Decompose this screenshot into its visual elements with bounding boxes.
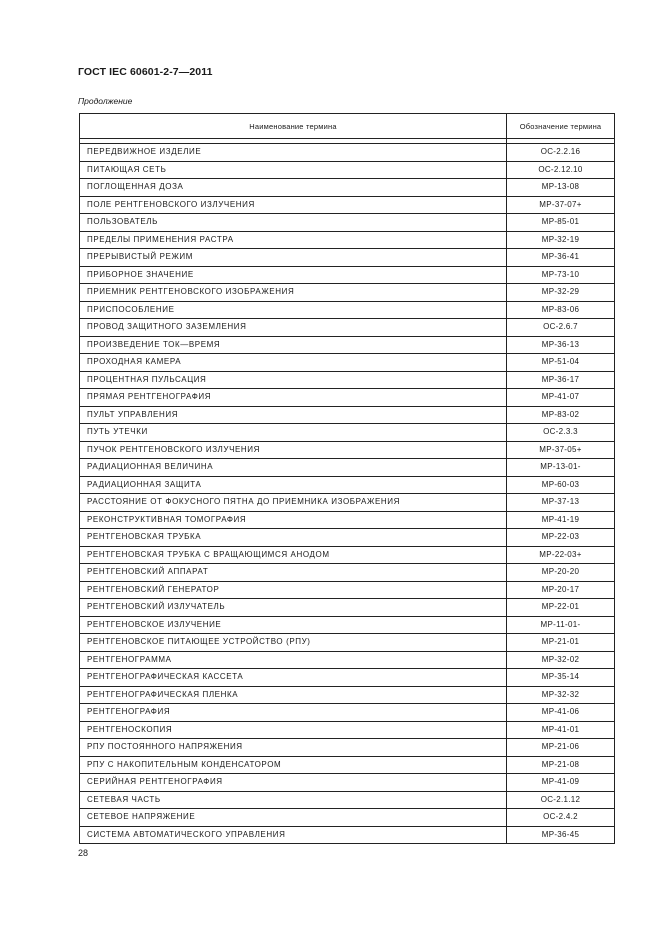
term-code-cell: МР-85-01: [507, 214, 615, 232]
table-row: [80, 721, 615, 739]
term-name-cell: СЕРИЙНАЯ РЕНТГЕНОГРАФИЯ: [80, 774, 507, 792]
term-code-cell: МР-83-06: [507, 301, 615, 319]
term-name-cell: ПУТЬ УТЕЧКИ: [80, 424, 507, 442]
term-name-cell: ПИТАЮЩАЯ СЕТЬ: [80, 161, 507, 179]
term-name-cell: РЕНТГЕНОВСКИЙ ГЕНЕРАТОР: [80, 581, 507, 599]
term-code-cell: МР-41-19: [507, 511, 615, 529]
term-name-cell: РЕНТГЕНОВСКАЯ ТРУБКА С ВРАЩАЮЩИМСЯ АНОДОМ: [80, 546, 507, 564]
table-row: [80, 511, 615, 529]
term-code-cell: МР-13-01-: [507, 459, 615, 477]
term-code-cell: МР-20-17: [507, 581, 615, 599]
term-code-cell: ОС-2.12.10: [507, 161, 615, 179]
table-row: [80, 406, 615, 424]
term-name-cell: РАДИАЦИОННАЯ ВЕЛИЧИНА: [80, 459, 507, 477]
table-row: [80, 704, 615, 722]
table-row: [80, 686, 615, 704]
term-code-cell: МР-11-01-: [507, 616, 615, 634]
table-row: [80, 669, 615, 687]
term-code-cell: МР-36-13: [507, 336, 615, 354]
term-code-cell: МР-37-05+: [507, 441, 615, 459]
term-name-cell: ПРОВОД ЗАЩИТНОГО ЗАЗЕМЛЕНИЯ: [80, 319, 507, 337]
term-name-cell: ПРЯМАЯ РЕНТГЕНОГРАФИЯ: [80, 389, 507, 407]
table-row: [80, 266, 615, 284]
term-name-cell: РЕНТГЕНОГРАФИЯ: [80, 704, 507, 722]
term-code-cell: МР-32-29: [507, 284, 615, 302]
term-code-cell: ОС-2.1.12: [507, 791, 615, 809]
term-code-cell: ОС-2.6.7: [507, 319, 615, 337]
term-name-cell: РПУ С НАКОПИТЕЛЬНЫМ КОНДЕНСАТОРОМ: [80, 756, 507, 774]
table-row: [80, 634, 615, 652]
table-row: [80, 354, 615, 372]
term-code-cell: МР-36-41: [507, 249, 615, 267]
table-row: [80, 739, 615, 757]
table-row: [80, 459, 615, 477]
term-code-cell: ОС-2.4.2: [507, 809, 615, 827]
term-name-cell: ПРЕДЕЛЫ ПРИМЕНЕНИЯ РАСТРА: [80, 231, 507, 249]
table-row: [80, 389, 615, 407]
table-row: [80, 319, 615, 337]
table-row: [80, 476, 615, 494]
table-row: [80, 756, 615, 774]
table-row: [80, 231, 615, 249]
term-code-cell: МР-41-06: [507, 704, 615, 722]
term-name-cell: РЕНТГЕНОВСКОЕ ПИТАЮЩЕЕ УСТРОЙСТВО (РПУ): [80, 634, 507, 652]
table-row: [80, 564, 615, 582]
term-name-cell: РЕНТГЕНОВСКОЕ ИЗЛУЧЕНИЕ: [80, 616, 507, 634]
term-name-cell: РЕНТГЕНОВСКАЯ ТРУБКА: [80, 529, 507, 547]
term-code-cell: МР-73-10: [507, 266, 615, 284]
document-header: ГОСТ IEC 60601-2-7—2011: [78, 66, 213, 78]
term-code-cell: МР-22-03: [507, 529, 615, 547]
term-code-cell: МР-13-08: [507, 179, 615, 197]
term-code-cell: МР-41-01: [507, 721, 615, 739]
term-code-cell: МР-60-03: [507, 476, 615, 494]
table-row: [80, 336, 615, 354]
term-name-cell: ПРОИЗВЕДЕНИЕ ТОК—ВРЕМЯ: [80, 336, 507, 354]
term-code-cell: МР-41-09: [507, 774, 615, 792]
table-row: [80, 249, 615, 267]
table-row: [80, 196, 615, 214]
term-name-cell: ПРИБОРНОЕ ЗНАЧЕНИЕ: [80, 266, 507, 284]
table-row: [80, 161, 615, 179]
term-code-cell: МР-32-32: [507, 686, 615, 704]
table-row: [80, 599, 615, 617]
term-code-cell: МР-21-06: [507, 739, 615, 757]
term-name-cell: ПРОЦЕНТНАЯ ПУЛЬСАЦИЯ: [80, 371, 507, 389]
term-code-cell: МР-32-02: [507, 651, 615, 669]
table-row: [80, 424, 615, 442]
term-name-cell: СИСТЕМА АВТОМАТИЧЕСКОГО УПРАВЛЕНИЯ: [80, 826, 507, 844]
table-header-row: [80, 114, 615, 139]
term-name-cell: СЕТЕВАЯ ЧАСТЬ: [80, 791, 507, 809]
term-name-cell: ПРОХОДНАЯ КАМЕРА: [80, 354, 507, 372]
term-code-cell: ОС-2.2.16: [507, 144, 615, 162]
term-name-cell: РЕНТГЕНОГРАММА: [80, 651, 507, 669]
page-number: 28: [78, 848, 89, 858]
term-name-cell: ПОЛЕ РЕНТГЕНОВСКОГО ИЗЛУЧЕНИЯ: [80, 196, 507, 214]
term-name-cell: РЕНТГЕНОГРАФИЧЕСКАЯ ПЛЕНКА: [80, 686, 507, 704]
term-code-cell: МР-20-20: [507, 564, 615, 582]
term-name-cell: РЕНТГЕНОГРАФИЧЕСКАЯ КАССЕТА: [80, 669, 507, 687]
table-row: [80, 179, 615, 197]
table-row: [80, 214, 615, 232]
term-name-cell: РЕНТГЕНОВСКИЙ ИЗЛУЧАТЕЛЬ: [80, 599, 507, 617]
table-row: [80, 791, 615, 809]
term-name-cell: ПРЕРЫВИСТЫЙ РЕЖИМ: [80, 249, 507, 267]
table-row: [80, 284, 615, 302]
term-name-cell: РЕКОНСТРУКТИВНАЯ ТОМОГРАФИЯ: [80, 511, 507, 529]
term-code-cell: МР-32-19: [507, 231, 615, 249]
table-row: [80, 371, 615, 389]
term-code-cell: МР-36-17: [507, 371, 615, 389]
term-code-cell: МР-22-01: [507, 599, 615, 617]
terms-table-body: [80, 139, 615, 844]
term-code-cell: МР-22-03+: [507, 546, 615, 564]
term-name-cell: ПРИЕМНИК РЕНТГЕНОВСКОГО ИЗОБРАЖЕНИЯ: [80, 284, 507, 302]
term-name-cell: РАДИАЦИОННАЯ ЗАЩИТА: [80, 476, 507, 494]
table-row: [80, 826, 615, 844]
term-code-cell: МР-37-07+: [507, 196, 615, 214]
term-code-cell: МР-83-02: [507, 406, 615, 424]
term-name-cell: СЕТЕВОЕ НАПРЯЖЕНИЕ: [80, 809, 507, 827]
table-row: [80, 651, 615, 669]
term-name-cell: ПЕРЕДВИЖНОЕ ИЗДЕЛИЕ: [80, 144, 507, 162]
table-row: [80, 144, 615, 162]
term-name-cell: ПОЛЬЗОВАТЕЛЬ: [80, 214, 507, 232]
term-name-cell: ПОГЛОЩЕННАЯ ДОЗА: [80, 179, 507, 197]
table-row: [80, 529, 615, 547]
term-name-cell: РАССТОЯНИЕ ОТ ФОКУСНОГО ПЯТНА ДО ПРИЕМНИКА ИЗОБРАЖЕНИЯ: [80, 494, 507, 512]
continuation-label: Продолжение: [78, 96, 133, 106]
table-row: [80, 616, 615, 634]
table-row: [80, 494, 615, 512]
term-name-cell: РПУ ПОСТОЯННОГО НАПРЯЖЕНИЯ: [80, 739, 507, 757]
column-header-term-name: Наименование термина: [80, 114, 507, 139]
term-code-cell: МР-35-14: [507, 669, 615, 687]
table-row: [80, 581, 615, 599]
term-name-cell: РЕНТГЕНОСКОПИЯ: [80, 721, 507, 739]
column-header-term-code: Обозначение термина: [507, 114, 615, 139]
term-name-cell: ПУЛЬТ УПРАВЛЕНИЯ: [80, 406, 507, 424]
term-code-cell: МР-37-13: [507, 494, 615, 512]
term-code-cell: МР-21-01: [507, 634, 615, 652]
term-code-cell: МР-41-07: [507, 389, 615, 407]
term-code-cell: МР-36-45: [507, 826, 615, 844]
term-name-cell: ПРИСПОСОБЛЕНИЕ: [80, 301, 507, 319]
terms-table: [79, 113, 615, 844]
term-name-cell: ПУЧОК РЕНТГЕНОВСКОГО ИЗЛУЧЕНИЯ: [80, 441, 507, 459]
term-name-cell: РЕНТГЕНОВСКИЙ АППАРАТ: [80, 564, 507, 582]
term-code-cell: МР-21-08: [507, 756, 615, 774]
table-row: [80, 441, 615, 459]
table-row: [80, 301, 615, 319]
table-row: [80, 809, 615, 827]
table-row: [80, 774, 615, 792]
term-code-cell: МР-51-04: [507, 354, 615, 372]
term-code-cell: ОС-2.3.3: [507, 424, 615, 442]
table-row: [80, 546, 615, 564]
